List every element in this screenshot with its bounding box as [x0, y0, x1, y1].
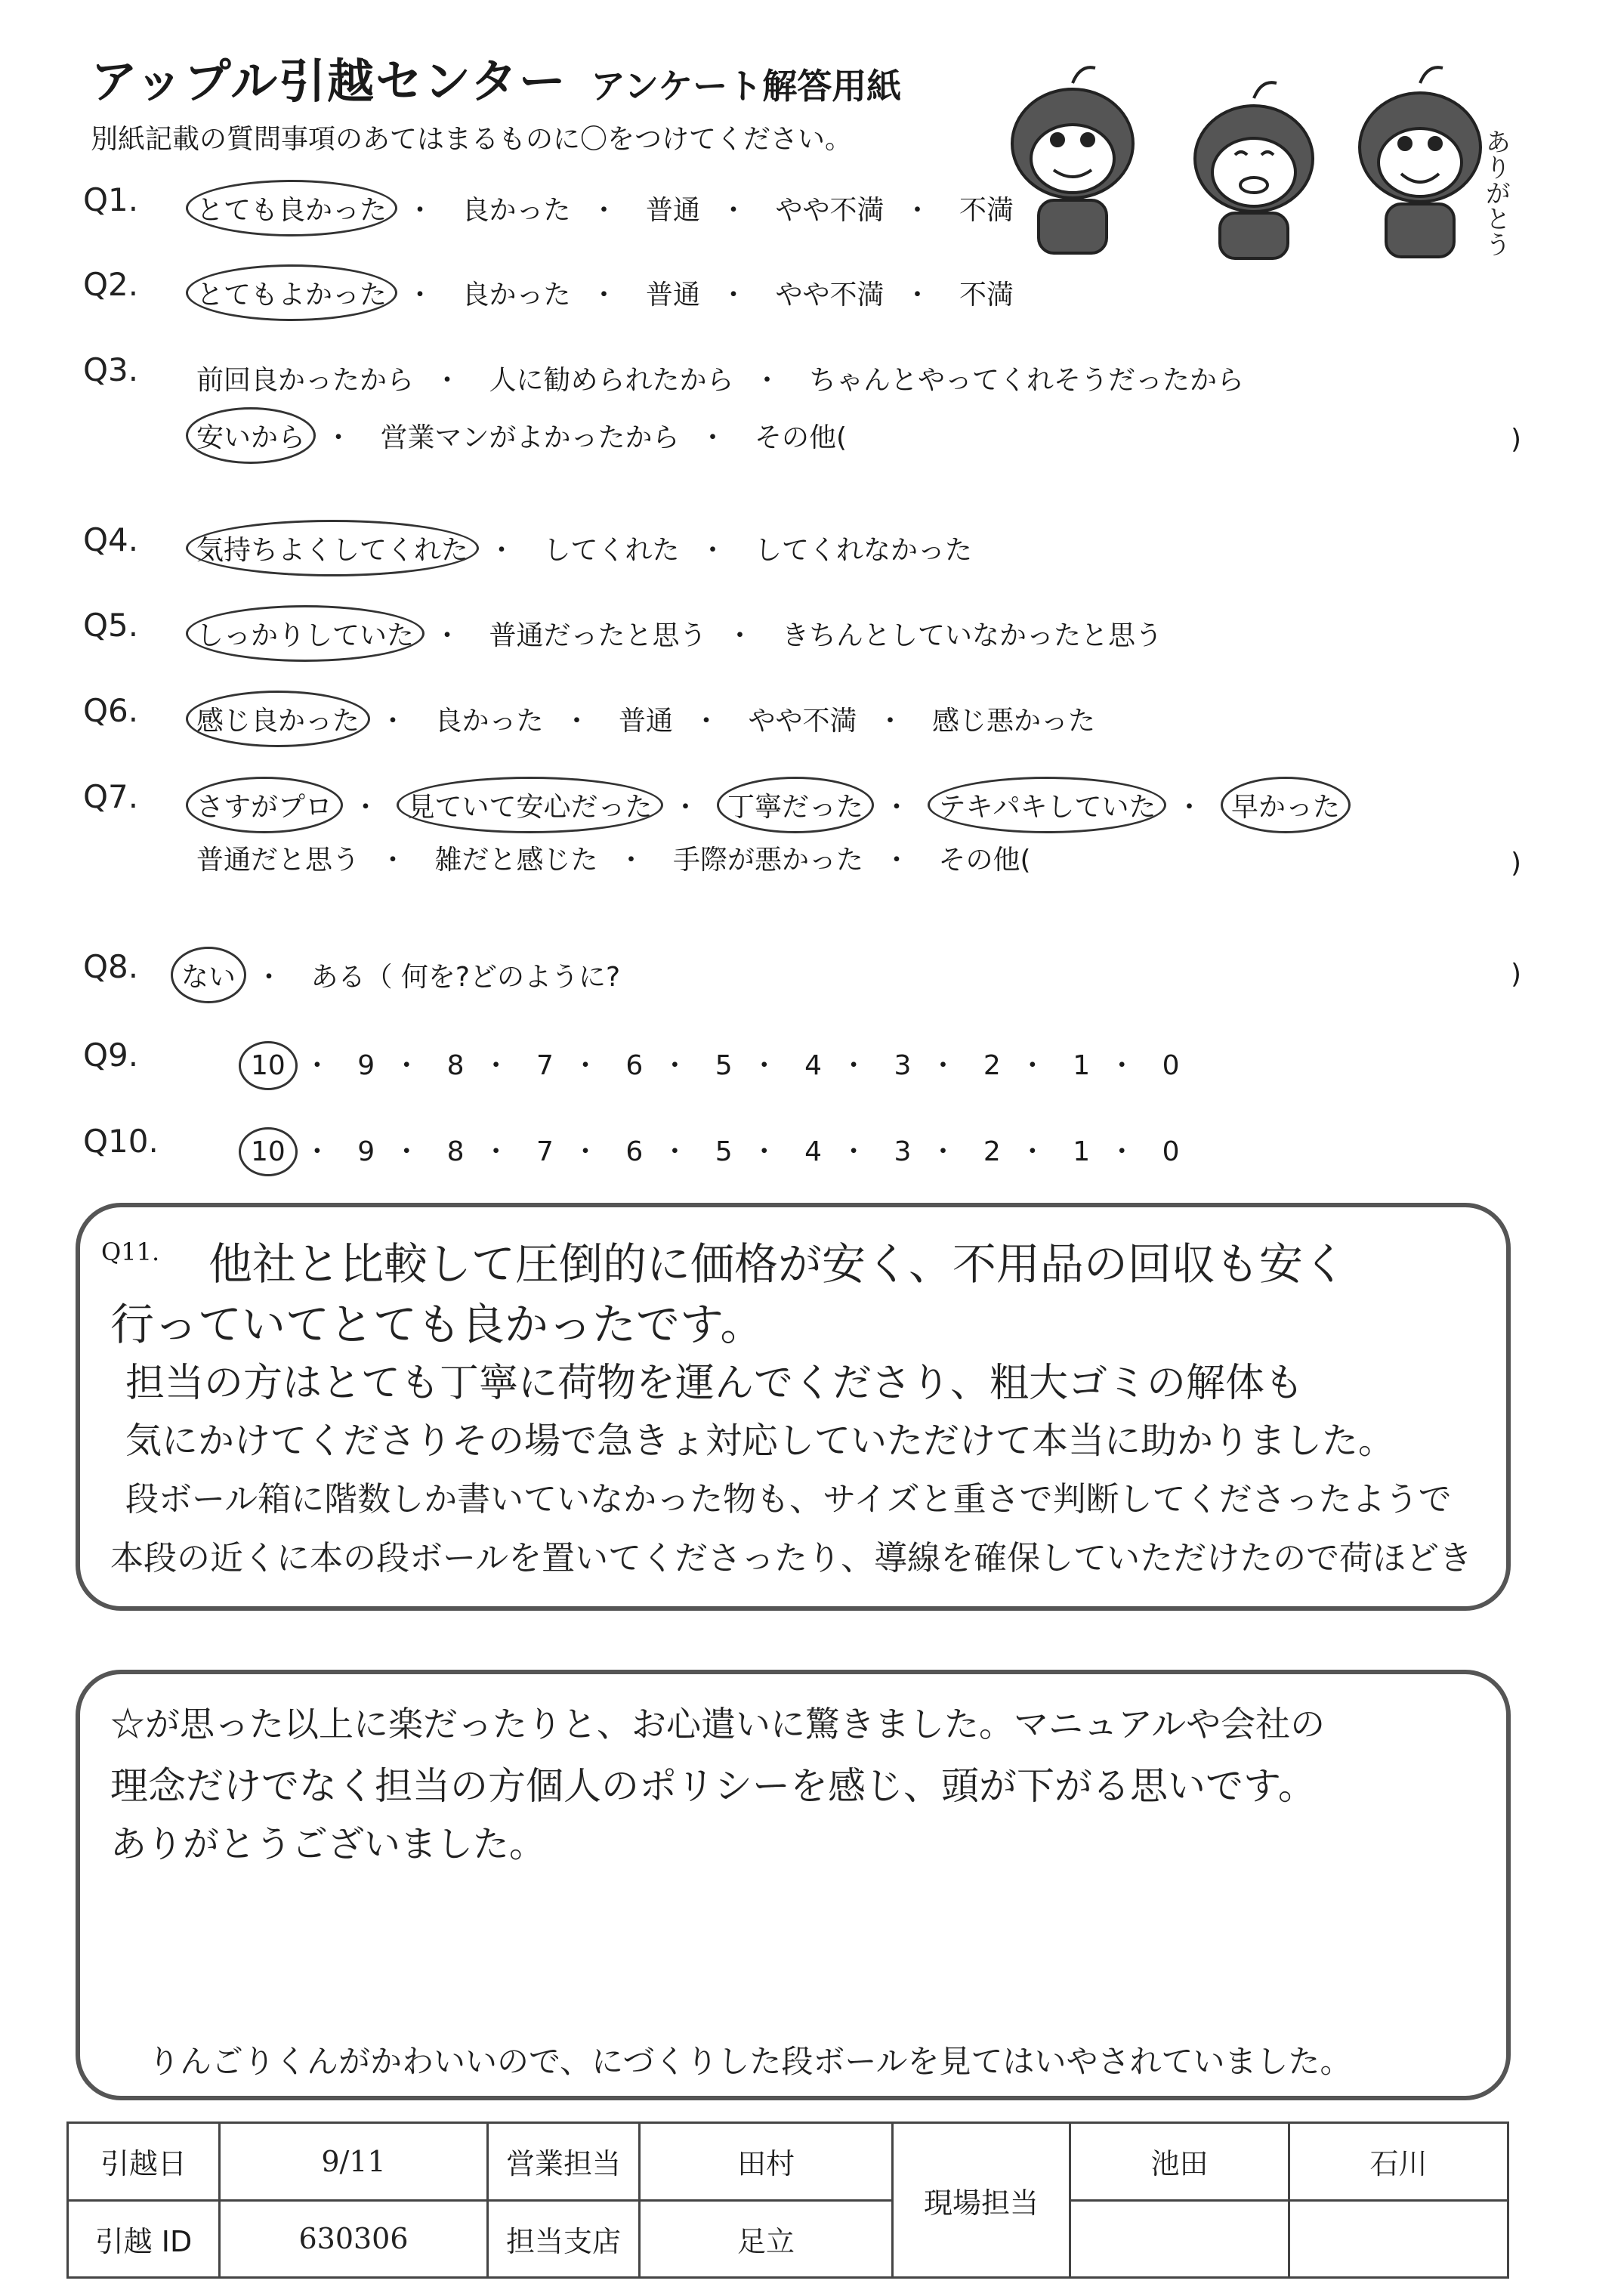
question-label: Q6. [83, 692, 139, 729]
q10-score-4[interactable]: 4 [804, 1136, 823, 1167]
q2-option-4[interactable]: やや不満 [775, 280, 885, 311]
q7-paren-close: ) [1511, 848, 1522, 879]
branch-label: 担当支店 [488, 2200, 640, 2278]
mascot-text: ありがとう [1480, 128, 1511, 257]
q7-option-1[interactable]: さすがプロ [196, 786, 332, 824]
q10-score-0[interactable]: 0 [1162, 1136, 1180, 1167]
q11-label: Q11. [101, 1238, 160, 1266]
q9-score-2[interactable]: 2 [983, 1050, 1001, 1081]
sales-value[interactable]: 田村 [640, 2123, 893, 2201]
question-q1: Q1. とても良かった ・ 良かった ・ 普通 ・ やや不満 ・ 不満 [83, 181, 1014, 226]
question-q4: Q4. 気持ちよくしてくれた ・ してくれた ・ してくれなかった [83, 521, 972, 566]
instruction-text: 別紙記載の質問事項のあてはまるものに〇をつけてください。 [91, 124, 853, 155]
q9-score-10[interactable]: 10 [251, 1050, 286, 1081]
q1-option-1[interactable]: とても良かった [196, 189, 387, 227]
q5-option-1[interactable]: しっかりしていた [196, 614, 414, 653]
q11-line-2: 行っていてとても良かったです。 [110, 1299, 764, 1350]
q9-score-9[interactable]: 9 [357, 1050, 375, 1081]
q8-option-1[interactable]: ない [181, 956, 236, 994]
move-id-label: 引越 ID [68, 2200, 220, 2278]
q8-option-2[interactable]: ある（ 何を?どのように? [310, 962, 621, 993]
q9-score-4[interactable]: 4 [804, 1050, 823, 1081]
q10-score-8[interactable]: 8 [446, 1136, 465, 1167]
question-q5: Q5. しっかりしていた ・ 普通だったと思う ・ きちんとしていなかったと思う [83, 607, 1162, 651]
q7-option-5[interactable]: 早かった [1231, 786, 1340, 824]
q10-score-1[interactable]: 1 [1073, 1136, 1091, 1167]
q4-option-3[interactable]: してくれなかった [754, 535, 972, 566]
site-label: 現場担当 [893, 2123, 1070, 2278]
question-label: Q10. [83, 1123, 159, 1160]
question-label: Q2. [83, 266, 139, 303]
q7-option-4[interactable]: テキパキしていた [938, 786, 1156, 824]
q11-line-5: 段ボール箱に階数しか書いていなかった物も、サイズと重さで判断してくださったようで [125, 1480, 1452, 1519]
q5-option-2[interactable]: 普通だったと思う [489, 620, 707, 651]
form-title: アンケート解答用紙 [591, 66, 902, 107]
q8-paren-close: ) [1511, 959, 1522, 990]
question-q10: Q10. 10 ・ 9 ・ 8 ・ 7 ・ 6 ・ 5 ・ 4 ・ 3 ・ 2 ・ 1 ・ 0 [83, 1123, 1180, 1167]
q3-option-1[interactable]: 前回良かったから [196, 365, 415, 396]
question-q9: Q9. 10 ・ 9 ・ 8 ・ 7 ・ 6 ・ 5 ・ 4 ・ 3 ・ 2 ・ 1 ・ 0 [83, 1037, 1180, 1081]
q3-paren-close: ) [1511, 424, 1522, 455]
question-label: Q3. [83, 351, 139, 388]
site-staff-2[interactable]: 石川 [1289, 2123, 1508, 2201]
q6-option-5[interactable]: 感じ悪かった [931, 706, 1095, 737]
q10-score-7[interactable]: 7 [536, 1136, 554, 1167]
q11-line-4: 気にかけてくださりその場で急きょ対応していただけて本当に助かりました。 [125, 1420, 1395, 1462]
move-date-label: 引越日 [68, 2123, 220, 2201]
q1-option-5[interactable]: 不満 [959, 195, 1014, 226]
q9-score-1[interactable]: 1 [1073, 1050, 1091, 1081]
question-q8: Q8. ない ・ ある（ 何を?どのように? ) [83, 948, 1522, 993]
site-staff-4-empty[interactable] [1289, 2200, 1508, 2278]
q4-option-1[interactable]: 気持ちよくしてくれた [196, 529, 468, 567]
q5-option-3[interactable]: きちんとしていなかったと思う [781, 620, 1162, 651]
q6-option-3[interactable]: 普通 [618, 706, 673, 737]
question-label: Q5. [83, 607, 139, 644]
move-info-table [66, 2121, 1509, 2279]
q11-line-6: 本段の近くに本の段ボールを置いてくださったり、導線を確保していただけたので荷ほどき [110, 1539, 1473, 1578]
q9-score-5[interactable]: 5 [715, 1050, 733, 1081]
free-comment-box[interactable] [76, 1670, 1511, 2100]
q10-score-10[interactable]: 10 [251, 1136, 286, 1167]
q10-score-2[interactable]: 2 [983, 1136, 1001, 1167]
question-label: Q8. [83, 948, 139, 985]
q3-option-3[interactable]: ちゃんとやってくれそうだったから [808, 365, 1244, 396]
q3-option-5[interactable]: 営業マンがよかったから [380, 422, 680, 453]
q3-option-2[interactable]: 人に勧められたから [489, 365, 734, 396]
q6-option-1[interactable]: 感じ良かった [196, 700, 360, 738]
comment-line-1: ☆が思った以上に楽だったりと、お心遣いに驚きました。マニュアルや会社の [110, 1704, 1326, 1744]
q9-score-6[interactable]: 6 [625, 1050, 644, 1081]
company-title: アップル引越センター [91, 54, 567, 109]
question-label: Q9. [83, 1037, 139, 1074]
q7-option-2[interactable]: 見ていて安心だった [407, 786, 652, 824]
move-id-value[interactable]: 630306 [220, 2200, 488, 2278]
q9-score-8[interactable]: 8 [446, 1050, 465, 1081]
q3-option-4[interactable]: 安いから [196, 416, 305, 455]
q9-score-7[interactable]: 7 [536, 1050, 554, 1081]
q10-score-5[interactable]: 5 [715, 1136, 733, 1167]
q1-option-2[interactable]: 良かった [462, 195, 571, 226]
question-label: Q1. [83, 181, 139, 218]
branch-value[interactable]: 足立 [640, 2200, 893, 2278]
move-date-value[interactable]: 9/11 [220, 2123, 488, 2201]
q4-option-2[interactable]: してくれた [543, 535, 680, 566]
q2-option-1[interactable]: とてもよかった [196, 273, 387, 312]
q9-score-3[interactable]: 3 [894, 1050, 912, 1081]
comment-line-3: ありがとうございました。 [110, 1823, 546, 1865]
q11-comment-box[interactable] [76, 1203, 1511, 1611]
question-q6: Q6. 感じ良かった ・ 良かった ・ 普通 ・ やや不満 ・ 感じ悪かった [83, 692, 1095, 737]
question-q2: Q2. とてもよかった ・ 良かった ・ 普通 ・ やや不満 ・ 不満 [83, 266, 1014, 311]
q9-score-0[interactable]: 0 [1162, 1050, 1180, 1081]
q3-option-6[interactable]: その他( [754, 422, 848, 453]
question-q7: Q7. さすがプロ ・ 見ていて安心だった ・ 丁寧だった ・ テキパキしていた ・ 早かった 普通だと思う ・ 雑だと感じた ・ 手際が悪かった ・ その他( ) [83, 778, 1522, 879]
q11-line-1: 他社と比較して圧倒的に価格が安く、不用品の回収も安く [208, 1238, 1347, 1290]
site-staff-3-empty[interactable] [1070, 2200, 1289, 2278]
question-q3: Q3. 前回良かったから ・ 人に勧められたから ・ ちゃんとやってくれそうだったから 安いから ・ 営業マンがよかったから ・ その他( ) [83, 351, 1522, 455]
q6-option-2[interactable]: 良かった [434, 706, 544, 737]
comment-line-2: 理念だけでなく担当の方個人のポリシーを感じ、頭が下がる思いです。 [110, 1764, 1316, 1808]
q6-option-4[interactable]: やや不満 [748, 706, 857, 737]
q7-option-8[interactable]: 手際が悪かった [672, 845, 863, 876]
q2-option-5[interactable]: 不満 [959, 280, 1014, 311]
site-staff-1[interactable]: 池田 [1070, 2123, 1289, 2201]
comment-footer-line: りんごりくんがかわいいので、にづくりした段ボールを見てはいやされていました。 [148, 2043, 1352, 2080]
question-label: Q7. [83, 778, 139, 815]
q10-score-9[interactable]: 9 [357, 1136, 375, 1167]
q7-option-7[interactable]: 雑だと感じた [434, 845, 598, 876]
q1-option-3[interactable]: 普通 [645, 195, 700, 226]
q7-option-9[interactable]: その他( [938, 845, 1031, 876]
q10-score-3[interactable]: 3 [894, 1136, 912, 1167]
sales-label: 営業担当 [488, 2123, 640, 2201]
q7-option-3[interactable]: 丁寧だった [727, 786, 863, 824]
q7-option-6[interactable]: 普通だと思う [196, 845, 360, 876]
question-label: Q4. [83, 521, 139, 558]
q10-score-6[interactable]: 6 [625, 1136, 644, 1167]
q1-option-4[interactable]: やや不満 [775, 195, 885, 226]
q2-option-3[interactable]: 普通 [645, 280, 700, 311]
q11-line-3: 担当の方はとても丁寧に荷物を運んでくださり、粗大ゴミの解体も [125, 1361, 1304, 1406]
q2-option-2[interactable]: 良かった [462, 280, 571, 311]
